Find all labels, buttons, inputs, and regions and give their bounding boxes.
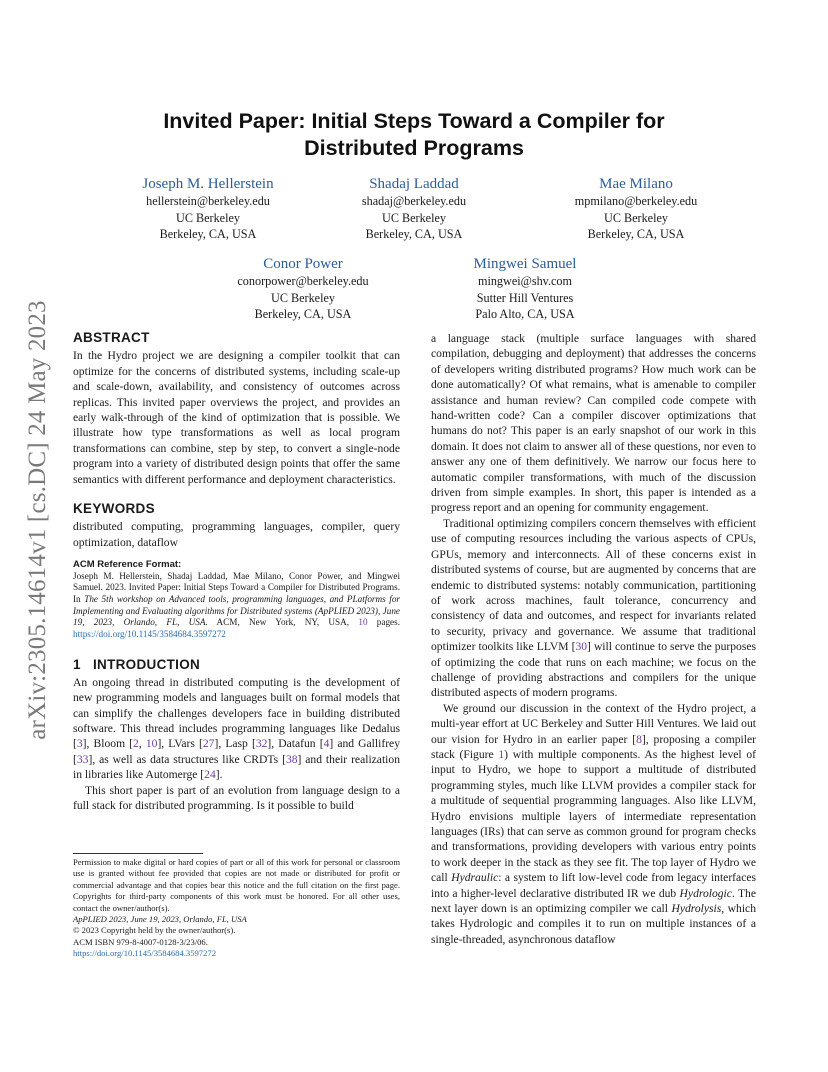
author-affiliation: UC Berkeley — [382, 210, 446, 225]
citation-link[interactable]: 3 — [76, 737, 83, 751]
acm-reference — [73, 559, 400, 640]
citation-link[interactable]: 33 — [76, 752, 89, 766]
abstract-text: In the Hydro project we are designing a compiler toolkit that can optimize for the concerns of distributed systems, including scale-up and scale-down, availability, and consistency of outcomes across replicas. This invited paper overviews the project, and provides an early walk-through of the kind of optimization that is possible. We illustrate how type transformations as well as local program transformations can combine, step by step, to convert a single-node program into a variety of distributed design points that offer the same semantics with different performance and deployment characteristics. — [73, 349, 400, 486]
paper-title — [100, 108, 728, 162]
author-email[interactable]: conorpower@berkeley.edu — [237, 274, 369, 288]
keywords-heading: KEYWORDS — [73, 501, 155, 517]
author-block — [294, 175, 534, 243]
intro-heading — [73, 657, 400, 672]
author-affiliation: UC Berkeley — [176, 210, 240, 225]
arxiv-stamp — [8, 270, 68, 770]
term-hydrolysis: Hydrolysis — [671, 902, 722, 916]
author-block — [88, 175, 328, 243]
pages-link[interactable]: 10 — [358, 617, 368, 628]
intro-paragraph-1: An ongoing thread in distributed computing is the development of new programming models and languages built on formal models that can simplify the challenges developers face in building distributed software. This thread includes programming languages like Dedalus [3], Bloom [2, 10], LVars [27], Lasp [32], Datafun [4] and Gallifrey [33], as well as data structures like CRDTs [38] and their realization in libraries like Automerge [24]. — [73, 675, 400, 782]
author-affiliation: UC Berkeley — [604, 210, 668, 225]
permission-notice: Permission to make digital or hard copies of part or all of this work for personal or classroom use is granted without fee provided that copies are not made or distributed for profit or commercial advantage and that copies bear this notice and the full citation on the first page. Copyrights for third-party components of this work must be honored. For all other uses, contact the owner/author(s). — [73, 857, 400, 913]
author-name[interactable]: Shadaj Laddad — [369, 176, 459, 192]
author-name[interactable]: Mae Milano — [599, 176, 673, 192]
citation-link[interactable]: 38 — [285, 752, 298, 766]
term-hydrologic: Hydrologic — [679, 886, 732, 900]
author-block — [183, 255, 423, 323]
right-paragraph-1: a language stack (multiple surface languages with shared compilation, debugging and deployment) that addresses the concerns of developers writing distributed programs? How much work can be done automatically? Of what remains, what is amenable to compiler assistance and human review? Can compiled code compete with hand-written code? Can a compiler discover optimizations that humans do not? This paper is an early snapshot of our work in this domain. It does not claim to answer all of these questions, nor even to answer any one of them definitively. We narrow our focus here to automatic compiler transformations, with much of the discussion driven from simple examples. In short, this paper is intended as a progress report and an opening for community engagement. — [431, 332, 756, 515]
author-location: Berkeley, CA, USA — [159, 227, 257, 241]
author-affiliation: UC Berkeley — [271, 290, 335, 305]
isbn-line: ACM ISBN 979-8-4007-0128-3/23/06. — [73, 936, 208, 947]
copyright-line: © 2023 Copyright held by the owner/author(s). — [73, 925, 236, 936]
author-email[interactable]: hellerstein@berkeley.edu — [146, 194, 270, 208]
citation-link[interactable]: 32 — [255, 737, 268, 751]
author-name[interactable]: Conor Power — [263, 256, 343, 272]
right-paragraph-2: Traditional optimizing compilers concern themselves with efficient use of computing resources including the various aspects of CPUs, GPUs, memory and interconnects. All of these concerns exist in distributed systems of course, but are augmented by concerns that are endemic to distributed systems: notably communication, partitioning of work across machines, fault tolerance, concurrency and consistency of data and outcomes, and respect for invariants related to security, privacy and governance. We assume that traditional optimizer toolkits like LLVM [30] will continue to serve the purposes of optimizing the code that runs on each machine; we focus on the challenge of providing abstractions and compilers for the unique distributed aspects of modern programs. — [431, 516, 756, 700]
citation-link[interactable]: 27 — [202, 737, 215, 751]
right-column — [431, 331, 756, 947]
footnote-venue: ApPLIED 2023, June 19, 2023, Orlando, FL, USA — [73, 914, 247, 925]
arxiv-stamp-text: arXiv:2305.14614v1 [cs.DC] 24 May 2023 — [24, 300, 51, 740]
citation-link[interactable]: 24 — [204, 768, 216, 782]
section-title: INTRODUCTION — [92, 657, 201, 673]
footnote-doi-link[interactable]: https://doi.org/10.1145/3584684.3597272 — [73, 948, 216, 959]
footnote — [73, 857, 400, 960]
author-location: Berkeley, CA, USA — [587, 227, 685, 241]
citation-link[interactable]: 8 — [636, 732, 642, 746]
right-paragraph-3: We ground our discussion in the context of the Hydro project, a multi-year effort at UC Berkeley and Sutter Hill Ventures. We laid out our vision for Hydro in an earlier paper [8], proposing a compiler stack (Figure 1) with multiple components. As the highest level of input to Hydro, we hope to support a multitude of distributed programming styles, much like LLVM provides a compiler stack for a multitude of sequential programming languages. Also like LLVM, Hydro envisions multiple layers of intermediate representation languages (IRs) that can serve as common ground for program checks and transformations, providing developers with various entry points to work deeper in the stack as they see fit. The top layer of Hydro we call Hydraulic: a system to lift low-level code from legacy interfaces into a higher-level declarative distributed IR we dub Hydrologic. The next layer down is an optimizing compiler we call Hydrolysis, which takes Hydrologic and compiles it to run on multiple instances of a single-threaded, asynchronous dataflow — [431, 701, 756, 946]
citation-link[interactable]: 4 — [323, 737, 330, 751]
term-hydraulic: Hydraulic — [451, 871, 499, 885]
acm-venue: The 5th workshop on Advanced tools, programming languages, and PLatforms for Implementing and Evaluating algorithms for Distributed systems (ApPLIED 2023), June 19, 2023, Orlando, FL, USA. — [73, 594, 400, 628]
author-location: Berkeley, CA, USA — [365, 227, 463, 241]
acm-reference-heading: ACM Reference Format: — [73, 559, 182, 571]
acm-doi-link[interactable]: https://doi.org/10.1145/3584684.3597272 — [73, 628, 226, 639]
author-location: Palo Alto, CA, USA — [475, 307, 575, 321]
citation-link[interactable]: 10 — [145, 737, 158, 751]
figure-link[interactable]: 1 — [498, 747, 505, 761]
title-line-1: Invited Paper: Initial Steps Toward a Compiler for — [163, 109, 665, 133]
keywords-text: distributed computing, programming languages, compiler, query optimization, dataflow — [73, 520, 400, 549]
title-line-2: Distributed Programs — [304, 136, 524, 160]
citation-link[interactable]: 30 — [575, 640, 588, 654]
acm-reference-text: Joseph M. Hellerstein, Shadaj Laddad, Mae Milano, Conor Power, and Mingwei Samuel. 2023. Invited Paper: Initial Steps Toward a Compiler for Distributed Programs. In The 5th workshop on Advanced tools, programming languages, and PLatforms for Implementing and Evaluating algorithms for Distributed systems (ApPLIED 2023), June 19, 2023, Orlando, FL, USA. ACM, New York, NY, USA, 10 pages. https://doi.org/10.1145/3584684.3597272 — [73, 570, 401, 639]
author-email[interactable]: mingwei@shv.com — [477, 274, 573, 288]
footnote-rule — [73, 853, 203, 854]
author-email[interactable]: shadaj@berkeley.edu — [361, 194, 467, 208]
citation-link[interactable]: 2 — [133, 737, 139, 751]
author-name[interactable]: Joseph M. Hellerstein — [142, 176, 274, 192]
left-column — [73, 330, 400, 814]
intro-paragraph-2: This short paper is part of an evolution from language design to a full stack for distributed programming. Is it possible to build — [73, 783, 400, 813]
author-block — [516, 175, 756, 243]
author-affiliation: Sutter Hill Ventures — [476, 290, 574, 305]
abstract-heading: ABSTRACT — [73, 330, 150, 345]
section-number: 1 — [73, 657, 81, 673]
author-block — [405, 255, 645, 323]
author-name[interactable]: Mingwei Samuel — [473, 256, 577, 272]
author-location: Berkeley, CA, USA — [254, 307, 352, 321]
author-email[interactable]: mpmilano@berkeley.edu — [574, 194, 698, 208]
